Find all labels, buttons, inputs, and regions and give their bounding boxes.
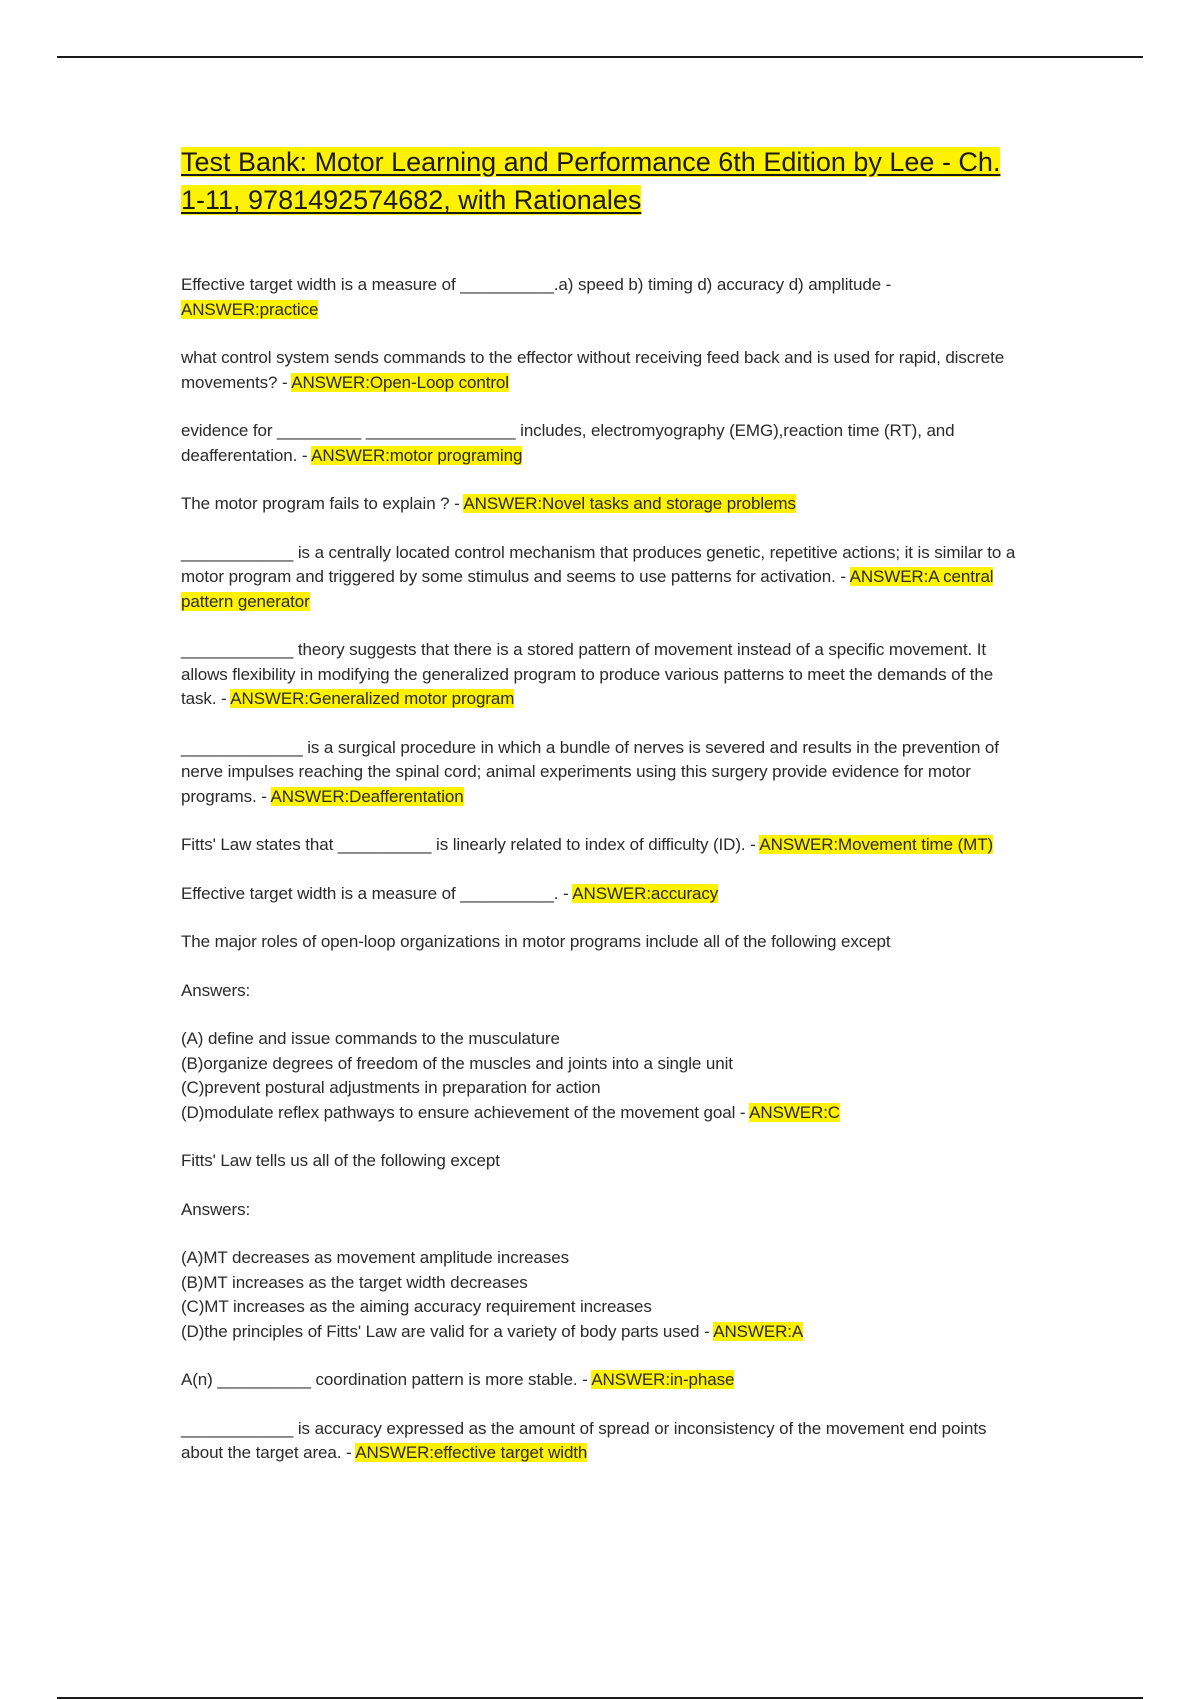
mc-item bbox=[181, 930, 1023, 1125]
qa-item bbox=[181, 419, 1023, 468]
mc-option: (A)MT decreases as movement amplitude increases bbox=[181, 1248, 570, 1267]
qa-item bbox=[181, 736, 1023, 810]
mc-option: (D)the principles of Fitts' Law are valid for a variety of body parts used - bbox=[181, 1321, 714, 1341]
question-text: Effective target width is a measure of __________.a) speed b) timing d) accuracy d) amplitude - bbox=[181, 275, 892, 294]
answer-text: ANSWER:A bbox=[713, 1321, 804, 1341]
mc-option: (D)modulate reflex pathways to ensure achievement of the movement goal - bbox=[181, 1102, 750, 1122]
document-title-text: Test Bank: Motor Learning and Performance 6th Edition by Lee - Ch. 1-11, 9781492574682, with Rationales bbox=[181, 147, 1001, 215]
mc-option: (B)organize degrees of freedom of the muscles and joints into a single unit bbox=[181, 1053, 733, 1073]
question-text: The motor program fails to explain ? - bbox=[181, 494, 464, 513]
page-bottom-rule bbox=[57, 1697, 1143, 1699]
answer-text: ANSWER:motor programing bbox=[311, 445, 523, 465]
answer-text: ANSWER:C bbox=[749, 1102, 840, 1122]
document-title bbox=[181, 143, 1023, 219]
mc-stem: The major roles of open-loop organizations in motor programs include all of the following except bbox=[181, 932, 891, 951]
question-text: Fitts' Law states that __________ is linearly related to index of difficulty (ID). - bbox=[181, 835, 760, 854]
answer-text: ANSWER:effective target width bbox=[355, 1443, 588, 1462]
answer-text: ANSWER:practice bbox=[181, 299, 319, 319]
answers-label: Answers: bbox=[181, 980, 251, 1000]
qa-item bbox=[181, 346, 1023, 395]
answer-text: ANSWER:Novel tasks and storage problems bbox=[463, 494, 796, 513]
mc-option: (A) define and issue commands to the musculature bbox=[181, 1029, 560, 1048]
mc-item bbox=[181, 1149, 1023, 1344]
mc-stem: Fitts' Law tells us all of the following except bbox=[181, 1151, 500, 1170]
qa-item bbox=[181, 492, 1023, 517]
qa-item bbox=[181, 882, 1023, 907]
qa-item bbox=[181, 541, 1023, 615]
answer-text: ANSWER:Movement time (MT) bbox=[759, 835, 994, 854]
qa-item bbox=[181, 1417, 1023, 1466]
mc-option: (B)MT increases as the target width decreases bbox=[181, 1272, 528, 1292]
answer-text: ANSWER:A central pattern generator bbox=[181, 567, 994, 611]
answer-text: ANSWER:in-phase bbox=[591, 1370, 735, 1389]
question-text: ____________ theory suggests that there is a stored pattern of movement instead of a specific movement. It allows flexibility in modifying the generalized program to produce various patterns to meet the demands of the task. - bbox=[181, 640, 994, 708]
mc-option: (C)MT increases as the aiming accuracy requirement increases bbox=[181, 1297, 652, 1316]
question-text: what control system sends commands to the effector without receiving feed back and is used for rapid, discrete movements? - bbox=[181, 348, 1005, 392]
answers-label: Answers: bbox=[181, 1199, 251, 1219]
mc-option: (C)prevent postural adjustments in preparation for action bbox=[181, 1078, 601, 1097]
question-text: ____________ is a centrally located control mechanism that produces genetic, repetitive actions; it is similar to a motor program and triggered by some stimulus and seems to use patterns for activation. - bbox=[181, 542, 1016, 586]
qa-item bbox=[181, 273, 1023, 322]
question-text: Effective target width is a measure of __________. - bbox=[181, 883, 573, 903]
question-text: A(n) __________ coordination pattern is more stable. - bbox=[181, 1370, 592, 1389]
answer-text: ANSWER:Open-Loop control bbox=[291, 372, 509, 392]
answer-text: ANSWER:Deafferentation bbox=[270, 786, 464, 806]
document-body bbox=[181, 143, 1023, 1490]
answer-text: ANSWER:Generalized motor program bbox=[230, 689, 515, 708]
qa-item bbox=[181, 638, 1023, 712]
question-text: evidence for _________ ________________ includes, electromyography (EMG),reaction time (RT), and deafferentation. - bbox=[181, 421, 955, 465]
qa-item bbox=[181, 833, 1023, 858]
question-text: ____________ is accuracy expressed as the amount of spread or inconsistency of the movement end points about the target area. - bbox=[181, 1418, 987, 1462]
qa-item bbox=[181, 1368, 1023, 1393]
page-top-rule bbox=[57, 56, 1143, 58]
answer-text: ANSWER:accuracy bbox=[572, 883, 719, 903]
question-text: _____________ is a surgical procedure in which a bundle of nerves is severed and results in the prevention of nerve impulses reaching the spinal cord; animal experiments using this surgery provide evidence for motor programs. - bbox=[181, 737, 999, 806]
